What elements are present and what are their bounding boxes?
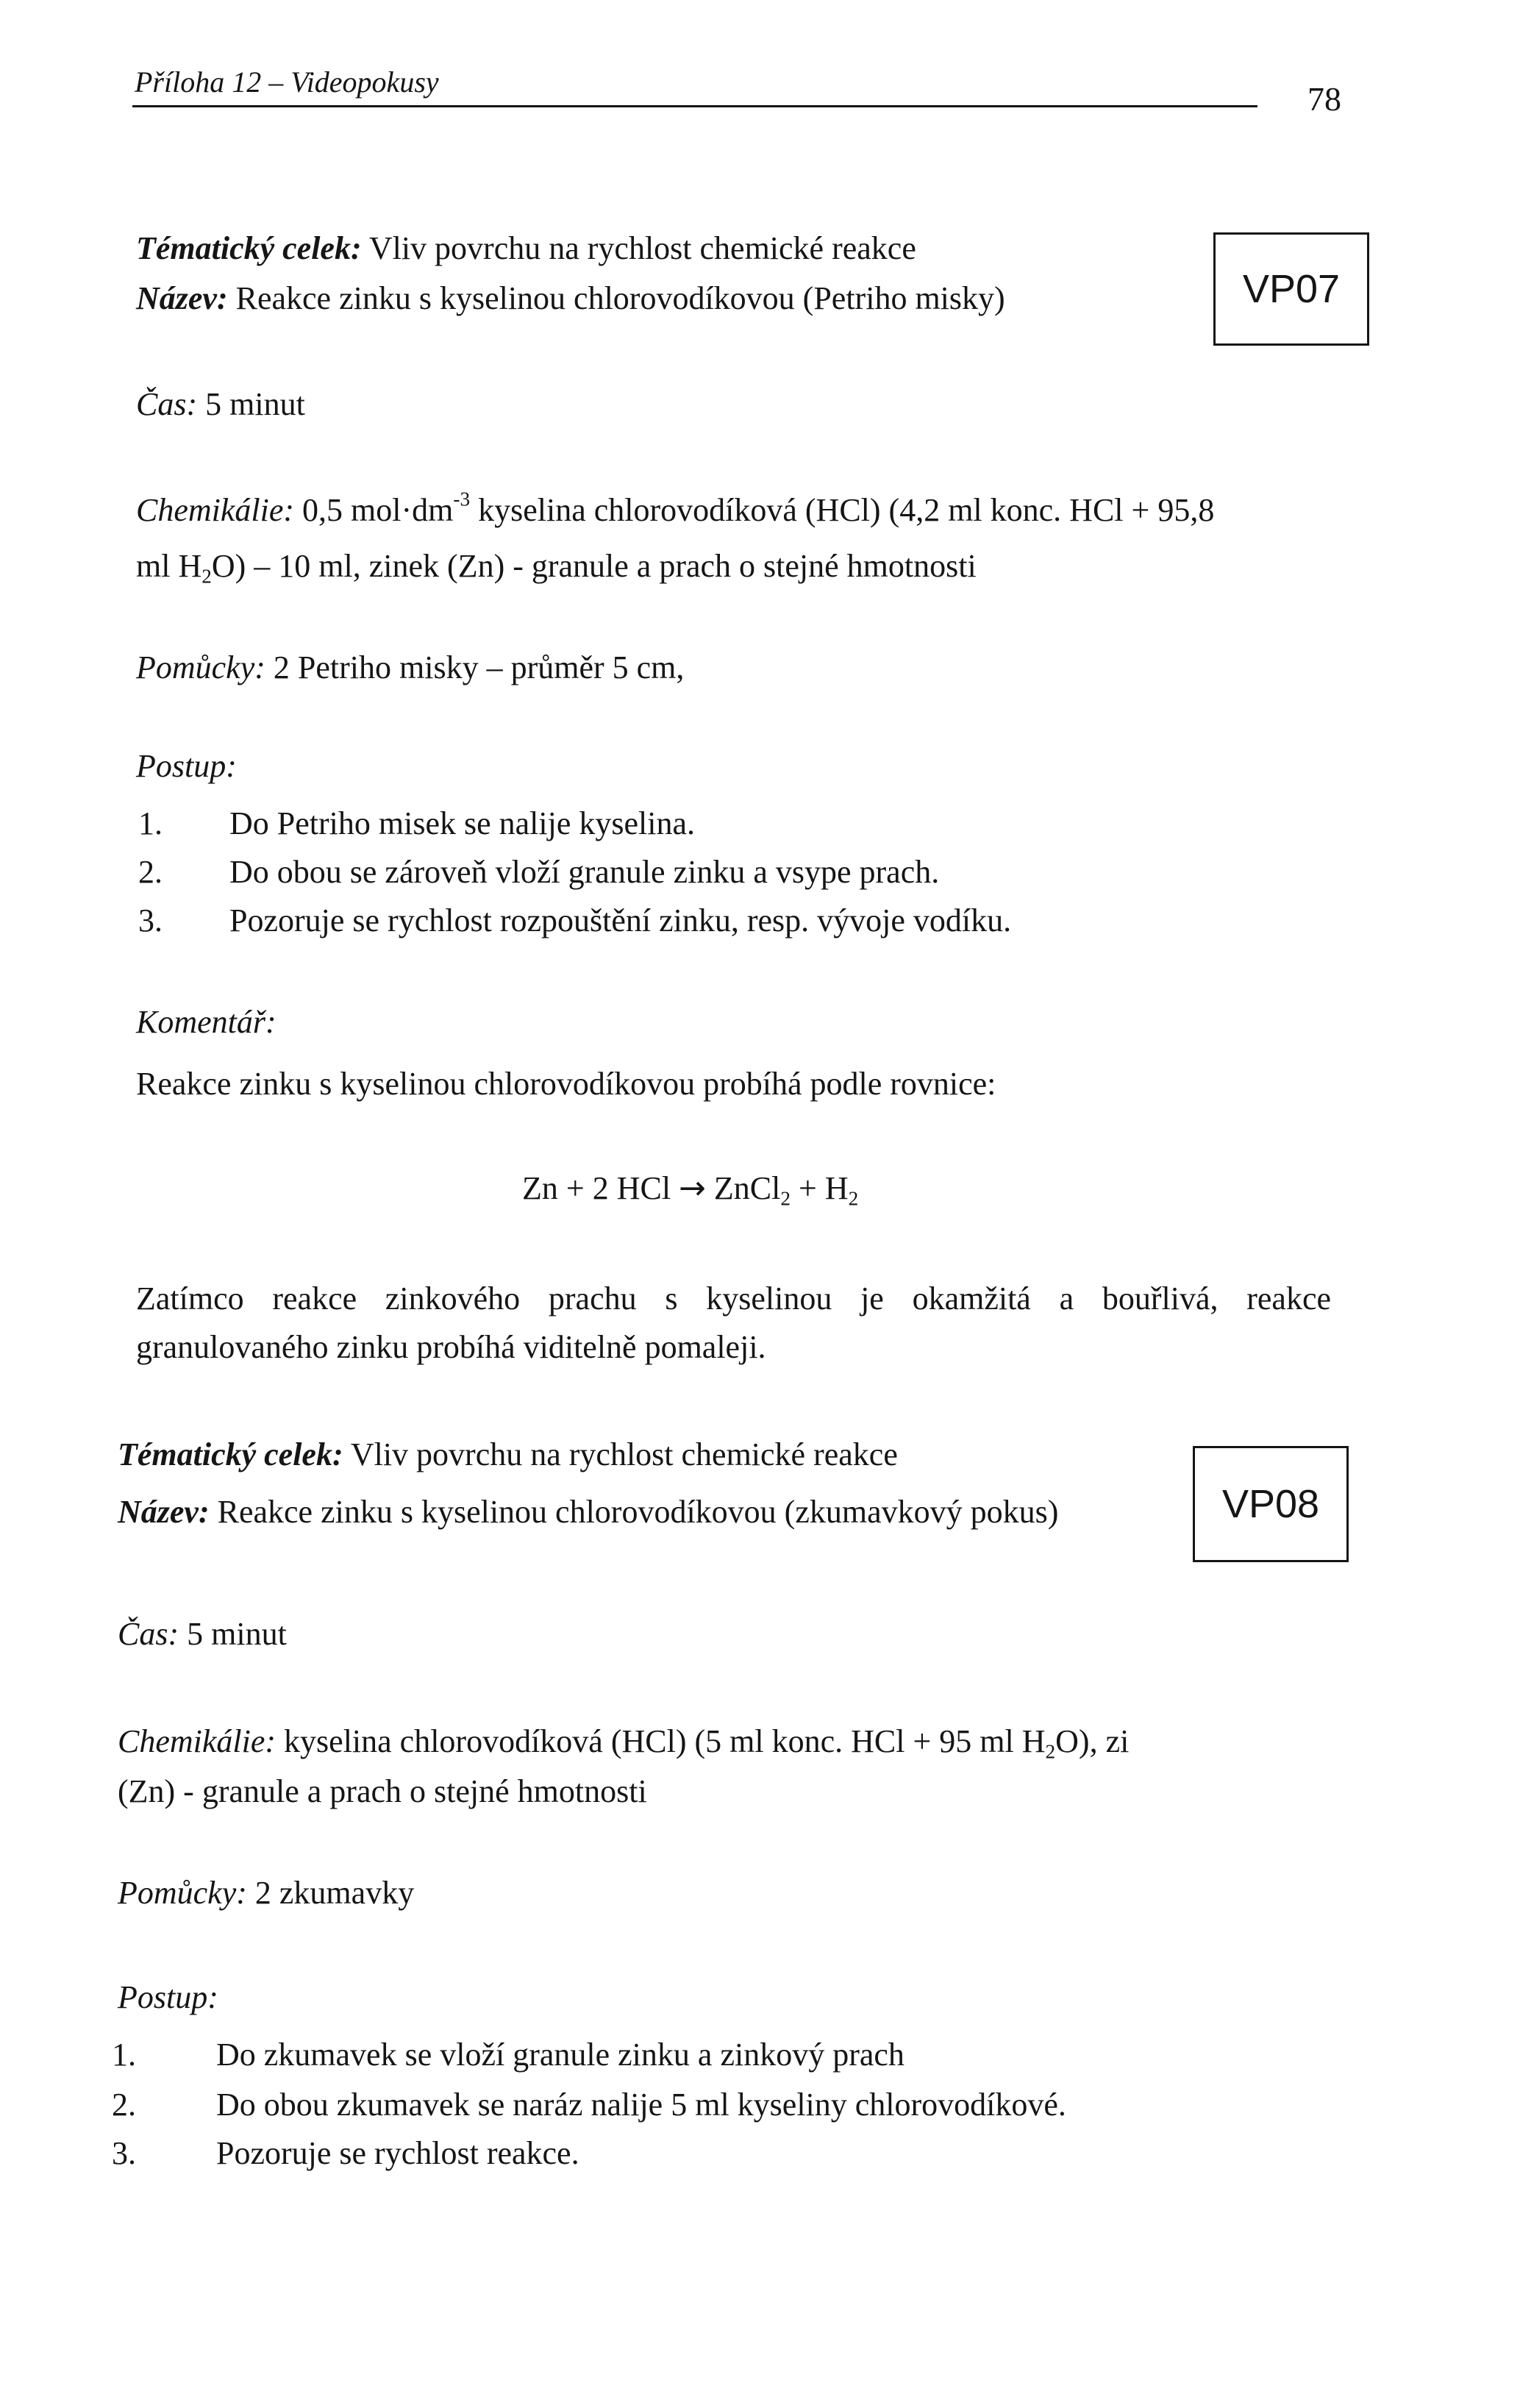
name-value: Reakce zinku s kyselinou chlorovodíkovou (Petriho misky) xyxy=(235,280,1005,316)
step-text: Do Petriho misek se nalije kyselina. xyxy=(229,805,695,841)
experiment-code: VP07 xyxy=(1242,267,1341,311)
comment-intro: Reakce zinku s kyselinou chlorovodíkovou probíhá podle rovnice: xyxy=(136,1066,996,1102)
step-number: 1. xyxy=(112,2037,136,2073)
topic-value: Vliv povrchu na rychlost chemické reakce xyxy=(350,1436,898,1472)
equation-reactants: Zn + 2 HCl xyxy=(522,1170,671,1206)
topic-label: Tématický celek: xyxy=(118,1436,343,1472)
experiment-code-box xyxy=(1193,1446,1349,1562)
topic-line xyxy=(136,229,916,267)
chemicals-text-2: O), zi xyxy=(1055,1723,1130,1759)
chemicals-text-1: kyselina chlorovodíková (HCl) (4,2 ml konc. HCl + 95,8 xyxy=(478,492,1215,528)
experiment-code: VP08 xyxy=(1221,1482,1320,1526)
chemicals-line-2 xyxy=(136,547,977,588)
chemicals-line-1 xyxy=(118,1723,1130,1763)
chemicals-concentration: 0,5 mol·dm xyxy=(302,492,454,528)
chemicals-exponent: -3 xyxy=(453,488,471,510)
step-text: Pozoruje se rychlost rozpouštění zinku, resp. vývoje vodíku. xyxy=(229,902,1012,938)
chemicals-line-1 xyxy=(136,488,1215,529)
step-text: Pozoruje se rychlost reakce. xyxy=(216,2135,579,2171)
name-line xyxy=(136,279,1005,317)
step-number: 3. xyxy=(112,2135,136,2171)
running-header: Příloha 12 – Videopokusy xyxy=(135,65,439,99)
comment-line-2: granulovaného zinku probíhá viditelně pomaleji. xyxy=(136,1329,766,1365)
name-label: Název: xyxy=(118,1494,210,1530)
step-number: 2. xyxy=(112,2087,136,2123)
chemicals-subscript: 2 xyxy=(1045,1740,1056,1763)
equation-product-2: + H xyxy=(799,1170,849,1206)
step-number: 2. xyxy=(138,854,163,890)
chemicals-subscript: 2 xyxy=(201,565,212,588)
tools-line xyxy=(136,649,684,686)
experiment-code-box xyxy=(1213,232,1369,346)
chemicals-text-3: O) – 10 ml, zinek (Zn) - granule a prach o stejné hmotnosti xyxy=(211,548,977,584)
topic-value: Vliv povrchu na rychlost chemické reakce xyxy=(368,230,916,266)
comment-label: Komentář: xyxy=(136,1004,276,1040)
step-text: Do zkumavek se vloží granule zinku a zinkový prach xyxy=(216,2037,904,2073)
tools-label: Pomůcky: xyxy=(118,1875,247,1911)
chemicals-label: Chemikálie: xyxy=(136,492,295,528)
name-line xyxy=(118,1493,1058,1531)
tools-label: Pomůcky: xyxy=(136,649,265,685)
step-text: Do obou zkumavek se naráz nalije 5 ml kyseliny chlorovodíkové. xyxy=(216,2087,1066,2123)
time-line xyxy=(118,1615,287,1653)
chemicals-label: Chemikálie: xyxy=(118,1723,276,1759)
tools-value: 2 zkumavky xyxy=(254,1875,415,1911)
step-number: 3. xyxy=(138,902,163,938)
chemicals-line-2: (Zn) - granule a prach o stejné hmotnosti xyxy=(118,1773,647,1809)
procedure-label: Postup: xyxy=(136,748,237,784)
equation-product-1: ZnCl xyxy=(713,1170,781,1206)
step-text: Do obou se zároveň vloží granule zinku a vsype prach. xyxy=(229,854,940,890)
time-label: Čas: xyxy=(118,1616,179,1652)
name-label: Název: xyxy=(136,280,228,316)
time-value: 5 minut xyxy=(205,386,305,422)
reaction-arrow-icon: → xyxy=(679,1169,706,1207)
reaction-equation xyxy=(522,1169,859,1210)
time-line xyxy=(136,385,305,423)
equation-subscript: 2 xyxy=(848,1187,859,1210)
tools-value: 2 Petriho misky – průměr 5 cm, xyxy=(273,649,685,685)
time-value: 5 minut xyxy=(187,1616,287,1652)
time-label: Čas: xyxy=(136,386,198,422)
comment-line-1: Zatímco reakce zinkového prachu s kyselinou je okamžitá a bouřlivá, reakce xyxy=(136,1280,1331,1317)
tools-line xyxy=(118,1874,414,1912)
step-number: 1. xyxy=(138,805,163,841)
chemicals-text-1: kyselina chlorovodíková (HCl) (5 ml konc. HCl + 95 ml H xyxy=(284,1723,1046,1759)
equation-subscript: 2 xyxy=(780,1187,791,1210)
name-value: Reakce zinku s kyselinou chlorovodíkovou (zkumavkový pokus) xyxy=(217,1494,1059,1530)
chemicals-text-2: ml H xyxy=(136,548,202,584)
header-rule xyxy=(132,105,1257,107)
topic-line xyxy=(118,1436,898,1473)
procedure-label: Postup: xyxy=(118,1979,218,2015)
page-number: 78 xyxy=(1307,80,1341,118)
topic-label: Tématický celek: xyxy=(136,230,362,266)
